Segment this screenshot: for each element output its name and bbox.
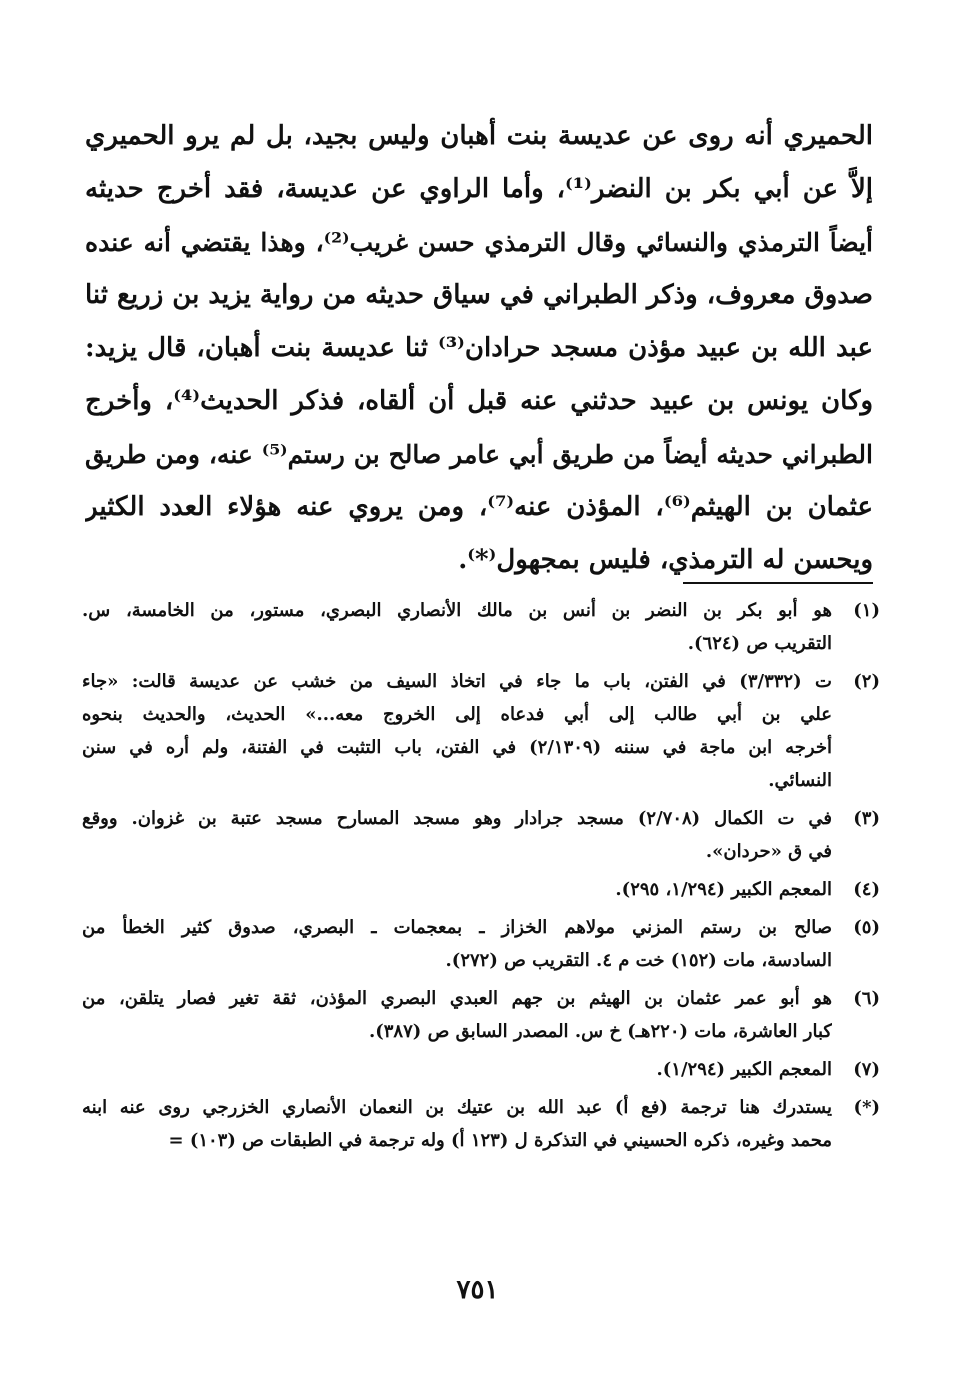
footnote-line: المعجم الكبير (١/٢٩٤). (656, 1059, 832, 1080)
page-number: ٧٥١ (456, 1275, 499, 1305)
main-text-line: عثمان بن الهيثم⁽⁶⁾، المؤذن عنه⁽⁷⁾، ومن يروي عنه هؤلاء العدد الكثير (85, 492, 873, 522)
footnote-line: هو أبو عمر عثمان بن الهيثم بن جهم العبدي البصري المؤذن، ثقة تغير فصار يتلقن، من (82, 988, 832, 1009)
footnote-line: أخرجه ابن ماجة في سننه (٢/١٣٠٩) في الفتن، باب التثبت في الفتنة، ولم أره في سنن (82, 737, 832, 758)
footnote-line: هو أبو بكر بن النضر بن أنس بن مالك الأنصاري البصري، مستور، من الخامسة، س. (82, 600, 832, 621)
footnote-line: محمد وغيره، ذكره الحسيني في التذكرة ل (١٢٣ أ) وله ترجمة في الطبقات ص (١٠٣) = (168, 1130, 832, 1151)
main-text-line: عبد الله بن عبيد مؤذن مسجد حرادان⁽³⁾ ثنا عديسة بنت أهبان، قال يزيد: (85, 333, 873, 363)
footnote-body (82, 982, 832, 1048)
footnote-4 (82, 873, 880, 906)
main-text-line: أيضاً الترمذي والنسائي وقال الترمذي حسن غريب⁽²⁾، وهذا يقتضي أنه عنده (85, 228, 873, 257)
footnote-star (82, 1091, 880, 1157)
main-text-line: وكان يونس بن عبيد حدثني عنه قبل أن ألقاه، فذكر الحديث⁽⁴⁾، وأخرج (85, 386, 873, 416)
footnote-body (82, 802, 832, 868)
main-text-line: الحميري أنه روى عن عديسة بنت أهبان وليس بجيد، بل لم يرو الحميري (85, 121, 873, 151)
footnote-3 (82, 802, 880, 868)
footnote-number: (٦) (853, 988, 880, 1009)
footnote-line: في ت الكمال (٢/٧٠٨) مسجد جرادار وهو مسجد المسارح مسجد عتبة بن غزوان. ووقع (82, 808, 832, 829)
footnote-1 (82, 594, 880, 660)
footnote-line: التقريب ص (٦٢٤). (687, 633, 832, 654)
footnote-body (82, 1053, 832, 1086)
footnotes-block (82, 594, 880, 1162)
main-text-line: صدوق معروف، وذكر الطبراني في سياق حديثه من رواية يزيد بن زريع ثنا (85, 280, 873, 310)
main-text-line: إلاَّ عن أبي بكر بن النضر⁽¹⁾، وأما الراوي عن عديسة، فقد أخرج حديثه (85, 174, 873, 204)
footnote-line: ت (٣/٣٣٢) في الفتن، باب ما جاء في اتخاذ السيف من خشب عن عديسة قالت: «جاء (82, 671, 832, 692)
footnote-line: النسائي. (768, 770, 832, 791)
footnote-body (82, 873, 832, 906)
footnote-number: (٧) (853, 1059, 880, 1080)
footnote-line: السادسة، مات (١٥٢) خت م ٤. التقريب ص (٢٧٢). (445, 950, 832, 971)
footnote-line: يستدرك هنا ترجمة (فع أ) عبد الله بن عتيك بن النعمان الأنصاري الخزرجي روى عنه ابنه (82, 1097, 832, 1118)
footnote-number: (٤) (853, 879, 880, 900)
footnote-7 (82, 1053, 880, 1086)
footnote-body (82, 911, 832, 977)
footnote-6 (82, 982, 880, 1048)
footnote-number: (٢) (853, 671, 880, 692)
footnote-2 (82, 665, 880, 797)
footnote-number: (*) (853, 1097, 880, 1118)
footnote-number: (٥) (853, 917, 880, 938)
footnote-5 (82, 911, 880, 977)
main-text-block (85, 110, 873, 587)
footnote-line: في ق «حردان». (705, 841, 832, 862)
footnote-line: المعجم الكبير (١/٢٩٤، ٢٩٥). (615, 879, 832, 900)
footnote-line: كبار العاشرة، مات (٢٢٠هـ) خ س. المصدر السابق ص (٣٨٧). (368, 1021, 832, 1042)
footnote-number: (١) (853, 600, 880, 621)
footnote-line: علي بن أبي طالب إلى أبي فدعاه إلى الخروج معه...» الحديث، والحديث بنحوه (82, 704, 832, 725)
main-text-line: الطبراني حديثه أيضاً من طريق أبي عامر صالح بن رستم⁽⁵⁾ عنه، ومن طريق (85, 440, 873, 469)
main-text-line: ويحسن له الترمذي، فليس بمجهول⁽*⁾. (458, 545, 873, 575)
footnote-line: صالح بن رستم المزني مولاهم الخزاز ـ بمعجمات ـ البصري، صدوق كثير الخطأ من (82, 917, 832, 938)
footnote-body (82, 665, 832, 797)
footnote-number: (٣) (853, 808, 880, 829)
footnote-body (82, 1091, 832, 1157)
footnote-body (82, 594, 832, 660)
footnote-separator (683, 582, 873, 584)
